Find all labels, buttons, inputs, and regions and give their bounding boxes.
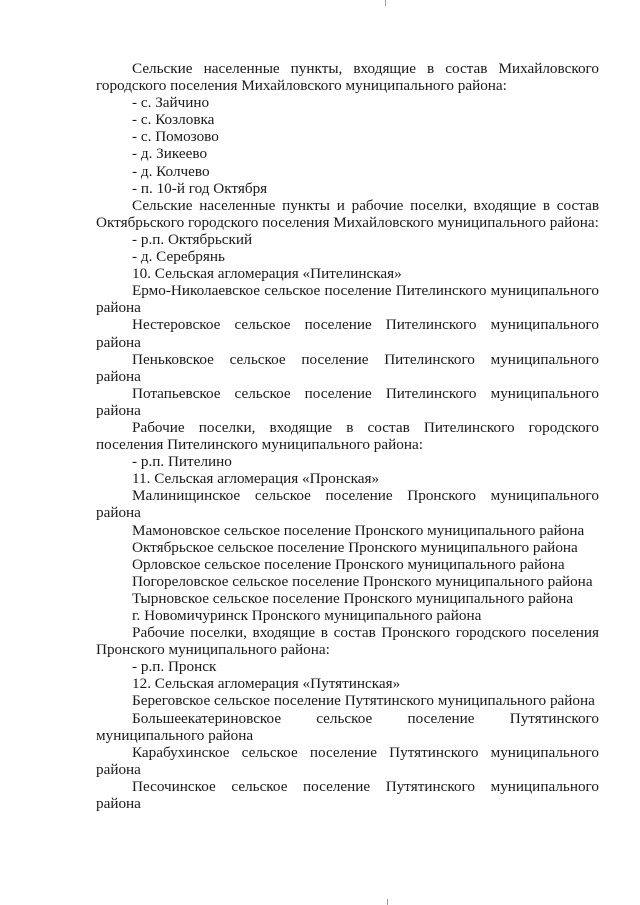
scan-mark bbox=[387, 899, 388, 905]
paragraph: Пеньковское сельское поселение Пителинского муниципального района bbox=[96, 350, 599, 385]
list-item: - д. Серебрянь bbox=[132, 248, 225, 266]
paragraph: Октябрьское сельское поселение Пронского муниципального района bbox=[132, 538, 578, 556]
paragraph: 10. Сельская агломерация «Пителинская» bbox=[132, 265, 402, 283]
list-item: - р.п. Октябрьский bbox=[132, 230, 253, 248]
list-item: - с. Зайчино bbox=[132, 94, 210, 112]
list-item: - п. 10-й год Октября bbox=[132, 179, 268, 197]
list-item: - д. Зикеево bbox=[132, 145, 208, 163]
paragraph: Сельские населенные пункты, входящие в состав Михайловского городского поселения Михайловского муниципального района: bbox=[96, 60, 599, 95]
paragraph: Погореловское сельское поселение Пронского муниципального района bbox=[132, 572, 593, 590]
paragraph: Потапьевское сельское поселение Пителинского муниципального района bbox=[96, 384, 599, 419]
list-item: - с. Козловка bbox=[132, 111, 215, 129]
paragraph: Песочинское сельское поселение Путятинского муниципального района bbox=[96, 777, 599, 813]
paragraph: Тырновское сельское поселение Пронского муниципального района bbox=[132, 589, 574, 607]
paragraph: 12. Сельская агломерация «Путятинская» bbox=[132, 675, 401, 693]
paragraph: Береговское сельское поселение Путятинского муниципального района bbox=[132, 692, 595, 710]
paragraph: 11. Сельская агломерация «Пронская» bbox=[132, 470, 380, 488]
paragraph: Рабочие поселки, входящие в состав Пронского городского поселения Пронского муниципального района: bbox=[96, 624, 599, 659]
paragraph: Нестеровское сельское поселение Пителинского муниципального района bbox=[96, 316, 599, 351]
list-item: - д. Колчево bbox=[132, 162, 210, 180]
paragraph: Рабочие поселки, входящие в состав Пителинского городского поселения Пителинского муниципального района: bbox=[96, 418, 599, 454]
paragraph: Орловское сельское поселение Пронского муниципального района bbox=[132, 555, 565, 573]
paragraph: Большеекатериновское сельское поселение Путятинского муниципального района bbox=[96, 709, 599, 744]
scan-mark bbox=[385, 0, 386, 6]
paragraph: Мамоновское сельское поселение Пронского муниципального района bbox=[132, 521, 585, 539]
list-item: - с. Помозово bbox=[132, 128, 219, 146]
paragraph: Карабухинское сельское поселение Путятинского муниципального района bbox=[96, 743, 599, 778]
list-item: - р.п. Пителино bbox=[132, 453, 232, 471]
paragraph: Ермо-Николаевское сельское поселение Пителинского муниципального района bbox=[96, 282, 599, 317]
paragraph: г. Новомичуринск Пронского муниципального района bbox=[132, 607, 482, 624]
paragraph: Сельские населенные пункты и рабочие поселки, входящие в состав Октябрьского городского поселения Михайловского муниципального района: bbox=[96, 196, 599, 231]
document-body bbox=[96, 60, 599, 812]
paragraph: Малинищинское сельское поселение Пронского муниципального района bbox=[96, 487, 599, 522]
list-item: - р.п. Пронск bbox=[132, 658, 217, 676]
